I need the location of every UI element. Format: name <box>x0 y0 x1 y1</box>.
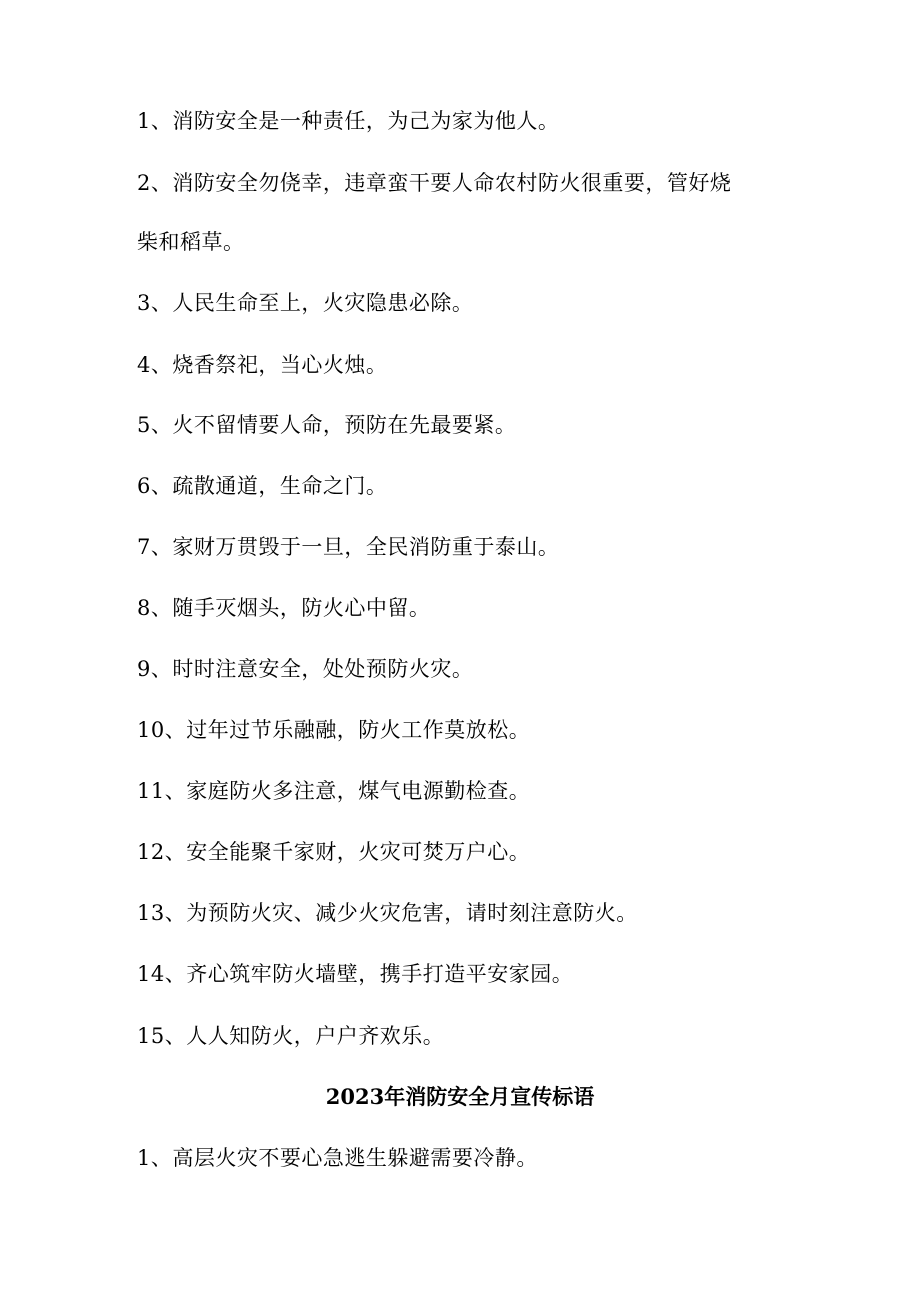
slogan-8: 8、随手灭烟头，防火心中留。 <box>137 596 431 620</box>
slogan-2-line-2: 柴和稻草。 <box>137 230 245 254</box>
slogan-2-line-1: 2、消防安全勿侥幸，违章蛮干要人命农村防火很重要，管好烧 <box>137 171 732 195</box>
slogan-section2-1: 1、高层火灾不要心急逃生躲避需要冷静。 <box>137 1146 538 1170</box>
slogan-7: 7、家财万贯毁于一旦，全民消防重于泰山。 <box>137 535 560 559</box>
slogan-11: 11、家庭防火多注意，煤气电源勤检查。 <box>137 779 531 803</box>
slogan-13: 13、为预防火灾、减少火灾危害，请时刻注意防火。 <box>137 901 638 925</box>
slogan-4: 4、烧香祭祀，当心火烛。 <box>137 353 388 377</box>
slogan-14: 14、齐心筑牢防火墙壁，携手打造平安家园。 <box>137 962 574 986</box>
slogan-10: 10、过年过节乐融融，防火工作莫放松。 <box>137 718 531 742</box>
slogan-3: 3、人民生命至上，火灾隐患必除。 <box>137 291 474 315</box>
slogan-12: 12、安全能聚千家财，火灾可焚万户心。 <box>137 840 531 864</box>
slogan-15: 15、人人知防火，户户齐欢乐。 <box>137 1024 445 1048</box>
slogan-6: 6、疏散通道，生命之门。 <box>137 474 388 498</box>
section-heading: 2023年消防安全月宣传标语 <box>325 1084 595 1109</box>
slogan-5: 5、火不留情要人命，预防在先最要紧。 <box>137 413 517 437</box>
slogan-1: 1、消防安全是一种责任，为己为家为他人。 <box>137 109 560 133</box>
slogan-9: 9、时时注意安全，处处预防火灾。 <box>137 657 474 681</box>
